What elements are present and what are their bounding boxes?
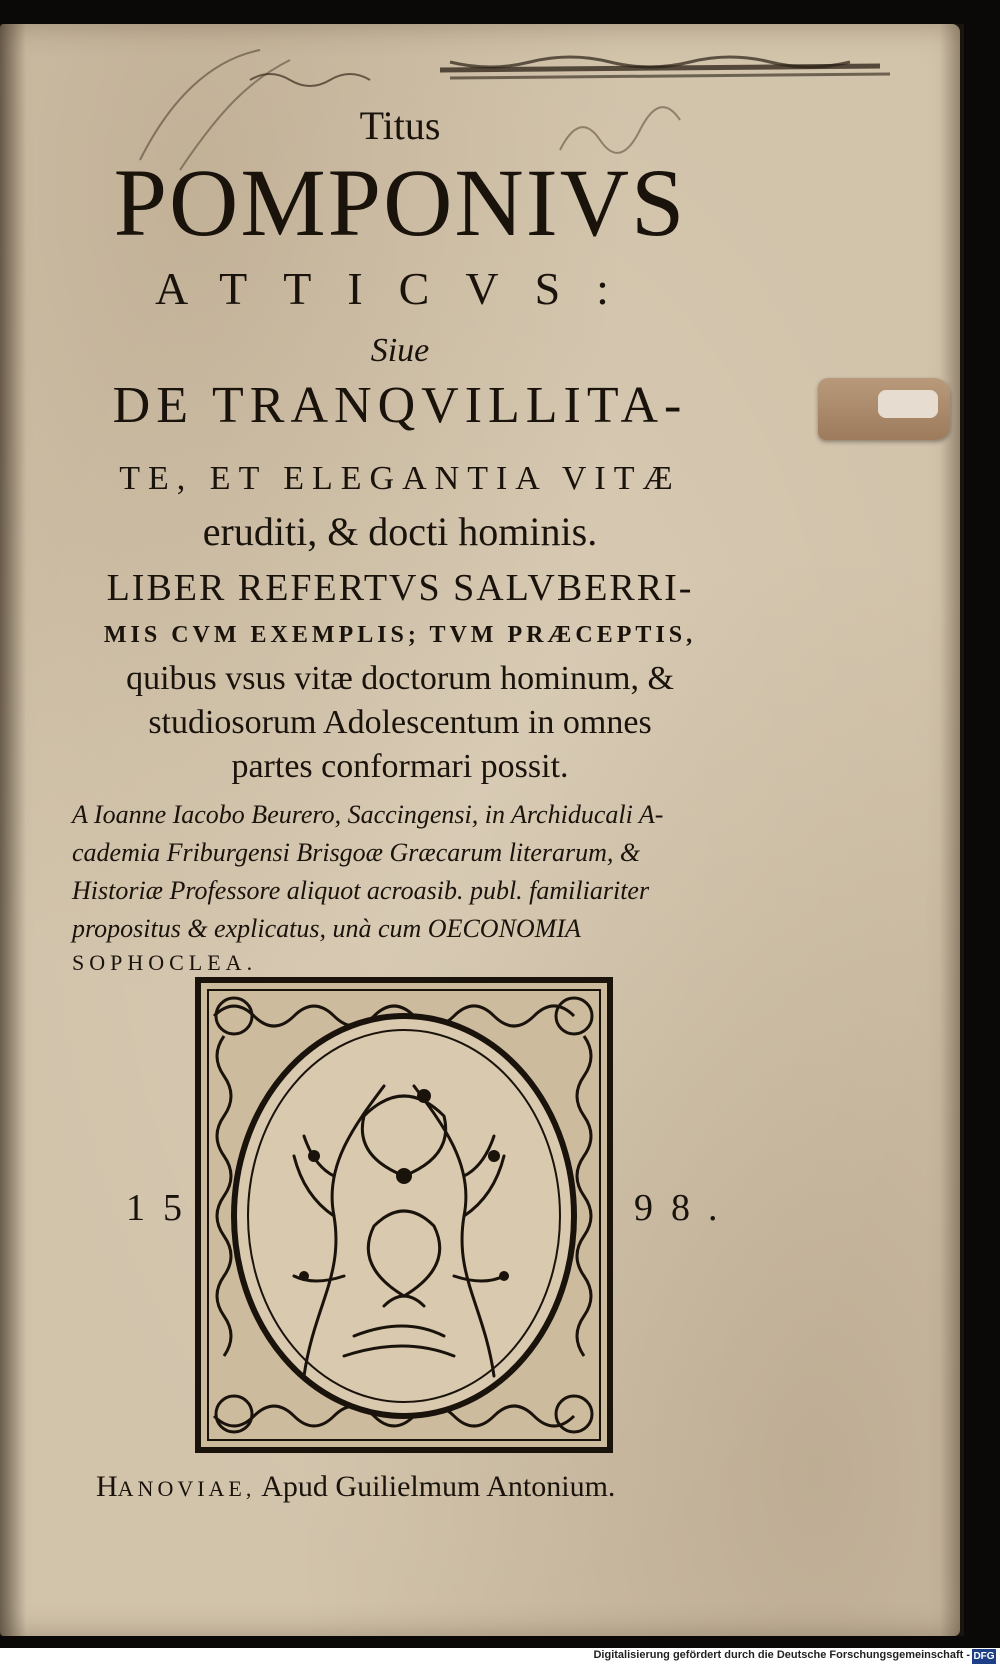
year-left-digits: 15 <box>126 1187 200 1229</box>
imprint-publisher: Apud Guilielmum Antonium. <box>261 1470 616 1503</box>
author-line-4: propositus & explicatus, unà cum OECONOMIA <box>72 914 581 943</box>
page-tab <box>818 378 950 440</box>
year-right-digits: 98. <box>634 1187 736 1229</box>
imprint <box>96 1470 615 1504</box>
title-line-titus: Titus <box>359 103 441 148</box>
title-line-mis-cum-exemplis: MIS CVM EXEMPLIS; TVM PRÆCEPTIS, <box>103 622 697 648</box>
author-line-5: SOPHOCLEA. <box>72 950 258 975</box>
title-line-atticus: ATTICVS: <box>155 263 645 314</box>
page-edge <box>940 24 964 1636</box>
title-line-de-tranquillita: DE TRANQVILLITA- <box>112 377 688 434</box>
dfg-logo-icon: DFG <box>973 1651 995 1662</box>
title-line-eruditi: eruditi, & docti hominis. <box>202 509 598 554</box>
author-line-3: Historiæ Professore aliquot acroasib. publ. familiariter <box>72 876 650 905</box>
footer-credit: Digitalisierung gefördert durch die Deutsche Forschungsgemeinschaft - <box>593 1649 970 1661</box>
title-line-pomponius: POMPONIVS <box>113 149 687 256</box>
printers-device-woodcut <box>194 976 614 1454</box>
title-line-quibus: quibus vsus vitæ doctorum hominum, & <box>126 660 674 697</box>
title-line-liber: LIBER REFERTVS SALVBERRI- <box>106 567 694 609</box>
imprint-place: ANOVIAE, <box>117 1476 256 1501</box>
author-line-2: cademia Friburgensi Brisgoæ Græcarum literarum, & <box>72 838 641 867</box>
title-line-te-et-elegantia: TE, ET ELEGANTIA VITÆ <box>119 460 681 497</box>
author-line-1: A Ioanne Iacobo Beurero, Saccingensi, in Archiducali A- <box>72 800 664 829</box>
title-line-siue: Siue <box>370 332 430 369</box>
title-line-partes: partes conformari possit. <box>231 748 569 785</box>
title-line-studiosorum: studiosorum Adolescentum in omnes <box>148 704 652 741</box>
imprint-initial: H <box>96 1470 118 1503</box>
